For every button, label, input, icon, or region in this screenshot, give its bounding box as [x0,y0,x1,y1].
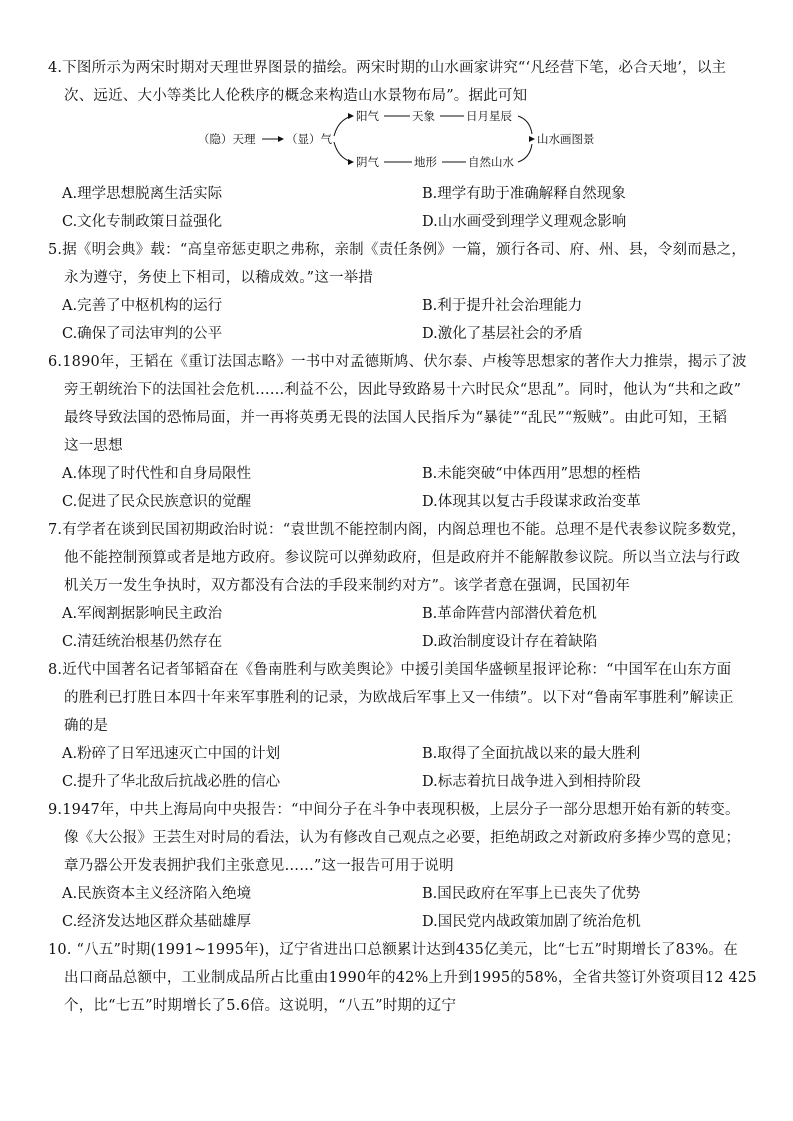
option-9a[interactable]: A.民族资本主义经济陷入绝境 [62,886,252,902]
tianli-diagram [196,106,616,172]
question-5-stem-line-1: 5.据《明会典》载：“高皇帝惩吏职之弗称，亲制《责任条例》一篇，颁行各司、府、州、县，令刻而悬之， [48,242,747,258]
diagram-hidden-tianli: （隐）天理 [198,132,256,146]
diagram-arrowhead-down [348,159,354,165]
option-7a[interactable]: A.军阀割据影响民主政治 [62,606,223,622]
option-9d[interactable]: D.国民党内战政策加剧了统治危机 [422,914,641,930]
diagram-yang-qi: 阳气 [356,109,379,123]
question-8-stem-line-3: 确的是 [64,718,109,734]
question-10-stem-line-2: 出口商品总额中，工业制成品所占比重由1990年的42%上升到1995的58%，全省共签订外资项目12 425 [64,970,757,986]
diagram-arrowhead-merge [529,136,535,142]
option-8c[interactable]: C.提升了华北敌后抗战必胜的信心 [62,774,281,790]
diagram-branch-up [334,116,352,136]
question-8-stem-line-2: 的胜利已打胜日本四十年来军事胜利的记录，为欧战后军事上又一伟绩”。以下对“鲁南军事胜利”解读正 [64,690,734,706]
diagram-riyue: 日月星辰 [466,109,512,123]
diagram-arrowhead-up [348,113,354,119]
question-9 [48,796,748,936]
question-9-stem-line-3: 章乃器公开发表拥护我们主张意见……”这一报告可用于说明 [64,858,454,874]
question-6-stem-line-4: 这一思想 [64,438,123,454]
option-7b[interactable]: B.革命阵营内部潜伏着危机 [422,606,597,622]
question-4-stem-line-1: 4.下图所示为两宋时期对天理世界图景的描绘。两宋时期的山水画家讲究“‘凡经营下笔，必合天地’，以主 [48,60,727,76]
option-8b[interactable]: B.取得了全面抗战以来的最大胜利 [422,746,641,762]
option-5b[interactable]: B.利于提升社会治理能力 [422,298,583,314]
question-6 [48,348,748,516]
question-5 [48,236,748,348]
option-6d[interactable]: D.体现其以复古手段谋求政治变革 [422,494,641,510]
option-7d[interactable]: D.政治制度设计存在着缺陷 [422,634,598,650]
option-8d[interactable]: D.标志着抗日战争进入到相持阶段 [422,774,641,790]
diagram-dixing: 地形 [414,155,437,169]
option-4d[interactable]: D.山水画受到理学义理观念影响 [422,214,627,230]
option-6b[interactable]: B.未能突破“中体西用”思想的桎梏 [422,466,641,482]
diagram-tianxiang: 天象 [412,109,435,123]
option-5d[interactable]: D.激化了基层社会的矛盾 [422,326,583,342]
diagram-yin-qi: 阴气 [356,155,379,169]
option-4a[interactable]: A.理学思想脱离生活实际 [62,186,223,202]
option-4c[interactable]: C.文化专制政策日益强化 [62,214,223,230]
diagram-manifest-qi: （显）气 [286,132,332,146]
diagram-arrowhead-1 [278,136,284,142]
option-6c[interactable]: C.促进了民众民族意识的觉醒 [62,494,252,510]
option-5c[interactable]: C.确保了司法审判的公平 [62,326,223,342]
question-4-options [48,180,748,236]
question-10-stem-line-3: 个，比“七五”时期增长了5.6倍。这说明，“八五”时期的辽宁 [64,998,457,1014]
question-5-stem-line-2: 永为遵守，务使上下相司，以稽成效。”这一举措 [64,270,374,286]
question-7 [48,516,748,656]
option-9c[interactable]: C.经济发达地区群众基础雄厚 [62,914,252,930]
option-5a[interactable]: A.完善了中枢机构的运行 [62,298,223,314]
diagram-merge-up [518,116,532,134]
question-4 [48,54,748,110]
option-7c[interactable]: C.清廷统治根基仍然存在 [62,634,223,650]
diagram-landscape: 山水画图景 [537,132,595,146]
question-7-stem-line-2: 他不能控制预算或者是地方政府。参议院可以弹劾政府，但是政府并不能解散参议院。所以当立法与行政 [64,550,741,566]
diagram-ziran: 自然山水 [468,155,514,169]
diagram-merge-down [518,144,532,162]
question-10 [48,936,757,1020]
question-6-stem-line-3: 最终导致法国的恐怖局面，并一再将英勇无畏的法国人民指斥为“暴徒”“乱民”“叛贼”。由此可知，王韬 [64,410,728,426]
option-8a[interactable]: A.粉碎了日军迅速灭亡中国的计划 [62,746,281,762]
option-4b[interactable]: B.理学有助于准确解释自然现象 [422,186,626,202]
question-8 [48,656,748,796]
question-9-stem-line-2: 像《大公报》王芸生对时局的看法，认为有修改自己观点之必要，拒绝胡政之对新政府多捧少骂的意见； [64,830,741,846]
option-6a[interactable]: A.体现了时代性和自身局限性 [62,466,252,482]
question-6-stem-line-2: 旁王朝统治下的法国社会危机……利益不公，因此导致路易十六时民众“思乱”。同时，他认为“共和之政” [64,382,742,398]
question-4-stem-line-2: 次、远近、大小等类比人伦秩序的概念来构造山水景物布局”。据此可知 [64,88,528,104]
question-8-stem-line-1: 8.近代中国著名记者邹韬奋在《鲁南胜利与欧美舆论》中援引美国华盛顿星报评论称：“中国军在山东方面 [48,662,732,678]
diagram-branch-down [334,142,352,162]
question-9-stem-line-1: 9.1947年，中共上海局向中央报告：“中间分子在斗争中表现积极，上层分子一部分思想开始有新的转变。 [48,802,740,818]
question-10-stem-line-1: 10. “八五”时期(1991~1995年)，辽宁省进出口总额累计达到435亿美元，比“七五”时期增长了83%。在 [48,942,738,958]
question-7-stem-line-1: 7.有学者在谈到民国初期政治时说：“袁世凯不能控制内阁，内阁总理也不能。总理不是代表参议院多数党， [48,522,747,538]
question-7-stem-line-3: 机关万一发生争执时，双方都没有合法的手段来制约对方”。该学者意在强调，民国初年 [64,578,631,594]
option-9b[interactable]: B.国民政府在军事上已丧失了优势 [422,886,641,902]
question-6-stem-line-1: 6.1890年，王韬在《重订法国志略》一书中对孟德斯鸠、伏尔泰、卢梭等思想家的著作大力推崇，揭示了波 [48,354,747,370]
